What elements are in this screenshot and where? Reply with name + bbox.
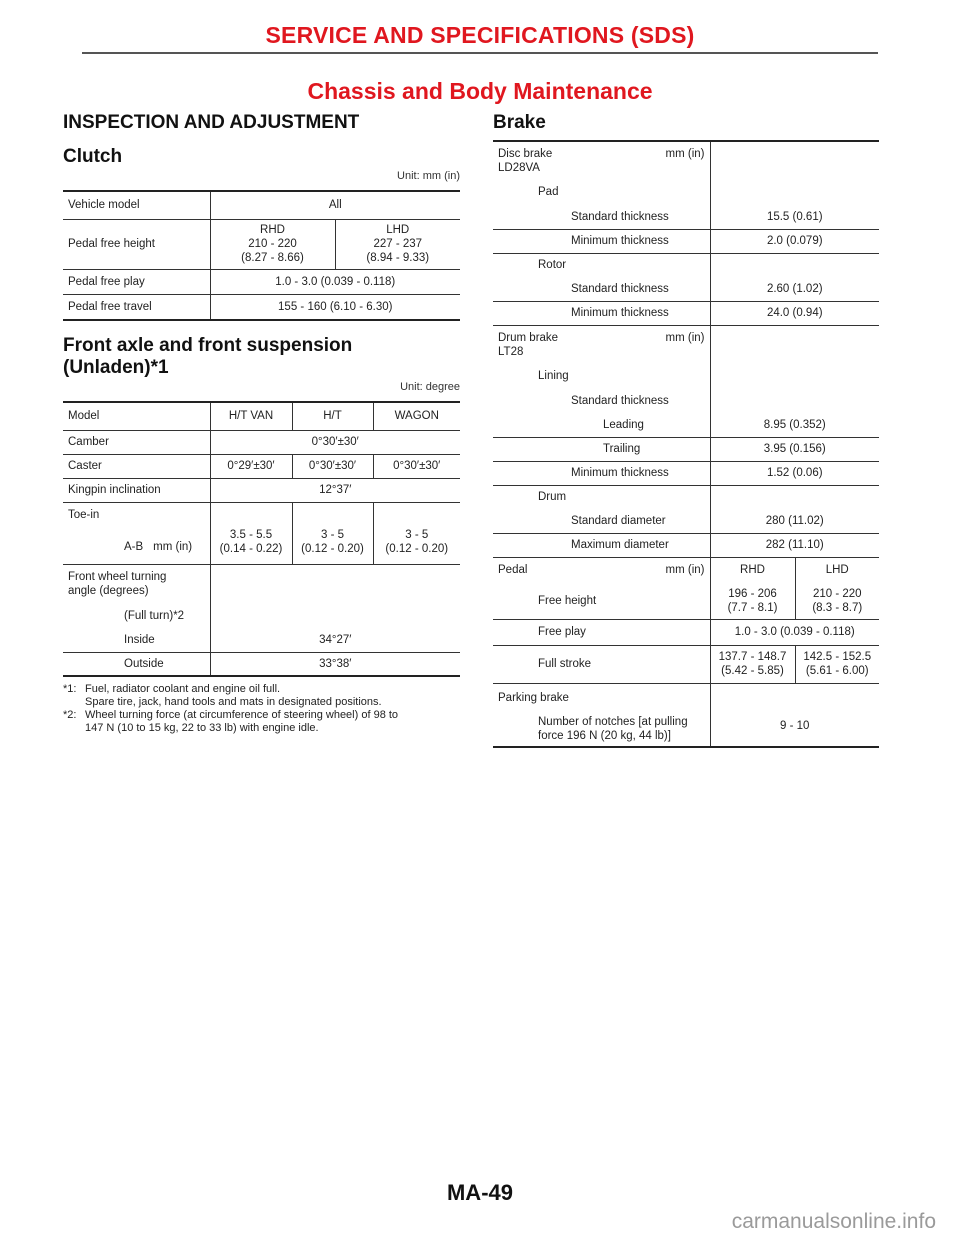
free-height-rhd-in: (7.7 - 8.1)	[727, 601, 778, 614]
caster-htvan: 0°29′±30′	[210, 454, 292, 478]
table-row	[493, 533, 879, 557]
toe-htvan-mm: 3.5 - 5.5	[229, 529, 273, 541]
drum-label: Drum	[538, 491, 567, 504]
page-header	[82, 22, 878, 54]
toe-wagon-mm: 3 - 5	[405, 529, 429, 541]
drum-label-line1: Drum brake	[498, 331, 559, 344]
table-row	[493, 461, 879, 485]
pad-label: Pad	[538, 186, 559, 198]
pad-standard-value: 15.5 (0.61)	[710, 205, 879, 229]
table-row	[493, 277, 879, 301]
rotor-standard-label: Standard thickness	[493, 277, 710, 301]
pedal-lhd-label: LHD	[795, 557, 879, 583]
rotor-min-label: Minimum thickness	[493, 301, 710, 325]
rotor-standard-value: 2.60 (1.02)	[710, 277, 879, 301]
camber-value: 0°30′±30′	[210, 430, 460, 454]
table-row	[493, 583, 879, 619]
footnote-1	[63, 683, 460, 709]
table-row	[493, 557, 879, 583]
drum-max-value: 282 (11.10)	[710, 533, 879, 557]
ab-unit: mm (in)	[153, 540, 193, 553]
turning-angle-cell	[63, 564, 210, 628]
pad-min-label: Minimum thickness	[493, 229, 710, 253]
table-row	[493, 141, 879, 179]
table-row	[493, 389, 879, 413]
full-stroke-lhd-mm: 142.5 - 152.5	[803, 651, 872, 663]
table-row	[493, 645, 879, 683]
table-row	[493, 229, 879, 253]
trailing-value: 3.95 (0.156)	[710, 437, 879, 461]
footnote-2-mark: *2:	[63, 709, 77, 721]
table-row	[63, 430, 460, 454]
vehicle-model-label: Vehicle model	[63, 191, 210, 219]
clutch-title: Clutch	[63, 146, 123, 167]
disc-label-line2: LD28VA	[498, 162, 540, 174]
brake-title: Brake	[493, 112, 546, 133]
parking-label: Parking brake	[498, 691, 569, 704]
outside-label: Outside	[63, 652, 210, 676]
table-row	[493, 485, 879, 509]
footnote-1-line2: Spare tire, jack, hand tools and mats in designated positions.	[85, 696, 382, 708]
vehicle-model-value: All	[210, 191, 460, 219]
footnote-2-line2: 147 N (10 to 15 kg, 22 to 33 lb) with engine idle.	[85, 722, 319, 734]
header-rule	[82, 52, 878, 54]
clutch-lhd-value-in: (8.94 - 9.33)	[366, 252, 430, 264]
table-row	[493, 301, 879, 325]
front-axle-title-line2: (Unladen)*1	[63, 357, 169, 378]
full-stroke-lhd-in: (5.61 - 6.00)	[805, 665, 869, 677]
table-row	[493, 413, 879, 437]
model-ht: H/T	[292, 402, 373, 430]
inside-label: Inside	[63, 628, 210, 652]
pedal-rhd-label: RHD	[710, 557, 795, 583]
header-title: SERVICE AND SPECIFICATIONS (SDS)	[265, 22, 695, 48]
free-play-label: Free play	[493, 619, 710, 645]
footnote-2-line1: Wheel turning force (at circumference of steering wheel) of 98 to	[85, 709, 399, 721]
clutch-unit: Unit: mm (in)	[397, 170, 460, 182]
free-height-label: Free height	[493, 583, 710, 619]
caster-label: Caster	[63, 454, 210, 478]
clutch-rhd-value: 210 - 220	[248, 238, 297, 250]
table-row	[493, 253, 879, 277]
model-label: Model	[63, 402, 210, 430]
table-row	[63, 294, 460, 320]
table-row	[493, 683, 879, 747]
free-play-value: 1.0 - 3.0 (0.039 - 0.118)	[710, 619, 879, 645]
inside-value: 34°27′	[210, 628, 460, 652]
notches-value: 9 - 10	[710, 683, 879, 747]
full-stroke-label: Full stroke	[493, 645, 710, 683]
caster-wagon: 0°30′±30′	[373, 454, 460, 478]
drum-standard-value: 280 (11.02)	[710, 509, 879, 533]
table-row	[493, 179, 879, 205]
section-title: Chassis and Body Maintenance	[307, 78, 653, 104]
free-height-lhd-mm: 210 - 220	[812, 587, 862, 600]
toe-ht-mm: 3 - 5	[320, 529, 344, 541]
front-axle-title-line1: Front axle and front suspension	[63, 335, 353, 356]
kingpin-value: 12°37′	[210, 478, 460, 502]
brake-table	[493, 140, 879, 748]
disc-unit: mm (in)	[665, 148, 705, 160]
drum-max-label: Maximum diameter	[493, 533, 710, 557]
full-stroke-rhd-mm: 137.7 - 148.7	[718, 651, 787, 663]
table-row	[63, 628, 460, 652]
table-row	[63, 191, 460, 219]
table-row	[63, 478, 460, 502]
caster-ht: 0°30′±30′	[292, 454, 373, 478]
pedal-cell	[493, 557, 710, 583]
table-row	[493, 437, 879, 461]
rotor-min-value: 24.0 (0.94)	[710, 301, 879, 325]
toe-ht	[292, 502, 373, 564]
clutch-rhd-label: RHD	[260, 224, 285, 236]
table-row	[493, 509, 879, 533]
clutch-rhd-value-in: (8.27 - 8.66)	[241, 252, 304, 264]
free-height-lhd	[795, 583, 879, 619]
toe-htvan	[210, 502, 292, 564]
pad-standard-label: Standard thickness	[493, 205, 710, 229]
front-axle-title	[63, 335, 460, 379]
outside-value: 33°38′	[210, 652, 460, 676]
pedal-free-play-label: Pedal free play	[63, 269, 210, 294]
leading-label: Leading	[493, 413, 710, 437]
rotor-label: Rotor	[538, 259, 567, 272]
camber-label: Camber	[63, 430, 210, 454]
toe-ht-in: (0.12 - 0.20)	[301, 543, 364, 555]
footnotes	[63, 683, 460, 735]
drum-unit: mm (in)	[665, 331, 705, 344]
turning-label-line1: Front wheel turning	[68, 570, 167, 583]
table-row	[493, 363, 879, 389]
model-wagon: WAGON	[373, 402, 460, 430]
full-turn-label: (Full turn)*2	[124, 609, 185, 622]
leading-value: 8.95 (0.352)	[710, 413, 879, 437]
clutch-lhd-cell	[335, 219, 460, 269]
lining-min-value: 1.52 (0.06)	[710, 461, 879, 485]
left-column	[63, 112, 460, 735]
front-axle-table	[63, 401, 460, 677]
footnote-2	[63, 709, 460, 735]
drum-standard-label: Standard diameter	[493, 509, 710, 533]
pedal-free-play-value: 1.0 - 3.0 (0.039 - 0.118)	[210, 269, 460, 294]
turning-label-line2: angle (degrees)	[68, 584, 149, 597]
table-row	[63, 502, 460, 564]
notches-label-line2: force 196 N (20 kg, 44 lb)]	[538, 729, 671, 742]
free-height-rhd-mm: 196 - 206	[728, 587, 777, 600]
table-row	[63, 454, 460, 478]
pad-min-value: 2.0 (0.079)	[710, 229, 879, 253]
pedal-unit: mm (in)	[665, 564, 705, 577]
footnote-1-line1: Fuel, radiator coolant and engine oil full.	[85, 683, 281, 695]
toe-wagon-in: (0.12 - 0.20)	[385, 543, 449, 555]
table-row	[63, 564, 460, 628]
clutch-lhd-label: LHD	[386, 224, 410, 236]
drum-label-line2: LT28	[498, 345, 524, 358]
toe-htvan-in: (0.14 - 0.22)	[219, 543, 283, 555]
table-row	[493, 619, 879, 645]
table-row	[63, 652, 460, 676]
front-axle-unit: Unit: degree	[400, 381, 460, 393]
lining-label: Lining	[538, 370, 569, 382]
notches-label-line1: Number of notches [at pulling	[538, 715, 688, 728]
table-row	[63, 269, 460, 294]
toe-in-label: Toe-in	[68, 508, 100, 521]
clutch-table	[63, 190, 460, 321]
footnote-1-mark: *1:	[63, 683, 77, 695]
full-stroke-lhd	[795, 645, 879, 683]
free-height-lhd-in: (8.3 - 8.7)	[812, 601, 863, 614]
pedal-label: Pedal	[498, 564, 528, 577]
table-row	[493, 325, 879, 363]
disc-label-line1: Disc brake	[498, 148, 553, 160]
clutch-lhd-value: 227 - 237	[373, 238, 423, 250]
full-stroke-rhd-in: (5.42 - 5.85)	[721, 665, 784, 677]
lining-min-label: Minimum thickness	[493, 461, 710, 485]
parking-cell	[493, 683, 710, 747]
free-height-rhd	[710, 583, 795, 619]
drum-brake-cell	[493, 325, 710, 363]
kingpin-label: Kingpin inclination	[63, 478, 210, 502]
watermark: carmanualsonline.info	[731, 1210, 936, 1233]
toe-in-cell	[63, 502, 210, 564]
page-number: MA-49	[446, 1180, 513, 1205]
table-row	[493, 205, 879, 229]
table-row	[63, 402, 460, 430]
ab-label: A-B	[124, 540, 144, 553]
table-row	[63, 219, 460, 269]
full-stroke-rhd	[710, 645, 795, 683]
toe-wagon	[373, 502, 460, 564]
lining-standard-label: Standard thickness	[571, 395, 669, 407]
right-column	[493, 112, 879, 748]
pedal-free-height-label: Pedal free height	[63, 219, 210, 269]
inspection-heading: INSPECTION AND ADJUSTMENT	[63, 112, 360, 133]
clutch-rhd-cell	[210, 219, 335, 269]
pedal-free-travel-value: 155 - 160 (6.10 - 6.30)	[210, 294, 460, 320]
disc-brake-cell	[493, 141, 710, 179]
model-htvan: H/T VAN	[210, 402, 292, 430]
pedal-free-travel-label: Pedal free travel	[63, 294, 210, 320]
trailing-label: Trailing	[493, 437, 710, 461]
